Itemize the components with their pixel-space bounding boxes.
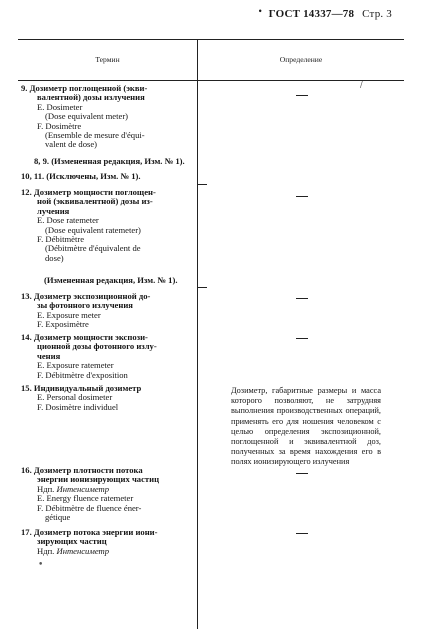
term-title-cont: лучения [37, 205, 70, 216]
english-term: E. Exposure ratemeter [37, 360, 114, 371]
note-10-11 [21, 172, 141, 181]
column-divider [197, 39, 198, 629]
bullet-mark: • [258, 6, 263, 16]
french-term: F. Exposimètre [37, 319, 89, 330]
term-title-cont: ционной дозы фотонного излу- [37, 341, 157, 352]
term-entry-17 [21, 528, 157, 556]
note-underline [197, 287, 207, 288]
french-term-alt-cont: dose) [45, 252, 64, 263]
english-term: E. Exposure meter [37, 309, 101, 320]
term-title-cont: валентной) дозы излучения [37, 92, 145, 103]
english-term: E. Personal dosimeter [37, 392, 113, 403]
english-term-alt: (Dose equivalent ratemeter) [45, 224, 141, 235]
note-underline [197, 184, 207, 185]
definition-dash-17 [296, 533, 308, 534]
term-entry-14 [21, 333, 157, 380]
french-term: F. Débitmètre d'exposition [37, 369, 128, 380]
note-8-9 [34, 157, 185, 166]
term-entry-13 [21, 292, 150, 330]
english-term: E. Dose ratemeter [37, 215, 99, 226]
term-entry-12 [21, 188, 156, 263]
note-12 [44, 276, 178, 285]
column-header-definition: Определение [279, 55, 323, 64]
column-header-term: Термин [95, 55, 120, 64]
deprecated-word: Интенсиметр [56, 483, 110, 494]
term-title: 13. Дозиметр экспозиционной до- [21, 291, 151, 301]
french-term-alt: (Ensemble de mesure d'équi- [45, 129, 145, 140]
exclusion-note: 10, 11. (Исключены, Изм. № 1). [21, 171, 141, 181]
term-entry-9 [21, 84, 147, 150]
term-title: 16. Дозиметр плотности потока [21, 465, 143, 475]
definition-dash-16 [296, 473, 308, 474]
standard-number: ГОСТ 14337—78 [268, 8, 355, 20]
deprecated-label: Ндп. [37, 545, 55, 556]
french-term-cont: gétique [45, 511, 71, 522]
term-title: 14. Дозиметр мощности экспози- [21, 332, 148, 342]
header-bottom-rule [18, 80, 404, 81]
term-title: 9. Дозиметр поглощенной (экви- [21, 83, 148, 93]
term-title-cont: зирующих частиц [37, 536, 107, 547]
term-title: 12. Дозиметр мощности поглощен- [21, 187, 156, 197]
definition-dash-9 [296, 95, 308, 96]
deprecated-term [21, 547, 157, 556]
french-term: F. Dosimètre individuel [37, 401, 119, 412]
french-term-alt: (Débitmètre d'équivalent de [45, 243, 141, 254]
definition-dash-13 [296, 298, 308, 299]
english-term-alt: (Dose equivalent meter) [45, 111, 129, 122]
english-term: E. Energy fluence ratemeter [37, 493, 134, 504]
term-entry-15 [21, 384, 141, 412]
revision-note: 8, 9. (Измененная редакция, Изм. № 1). [34, 156, 185, 166]
corner-mark: / [360, 80, 363, 89]
deprecated-label: Ндп. [37, 483, 55, 494]
term-title-cont: чения [37, 350, 61, 361]
deprecated-word: Интенсиметр [56, 545, 110, 556]
english-term: E. Dosimeter [37, 101, 83, 112]
definition-dash-14 [296, 338, 308, 339]
table-top-rule [18, 39, 404, 40]
definition-text-15: Дозиметр, габаритные размеры и масса которого позволяют, не затрудняя выполнения производственных операций, применять его для ношения человеком с целью определения экспозиционной, поглощенной и эквивалентной доз, полученных за время нахождения его в полях ионизирующего излучения [231, 386, 381, 467]
term-title-cont: ной (эквивалентной) дозы из- [37, 196, 153, 207]
page-number: Стр. 3 [362, 8, 392, 20]
page-header [258, 6, 392, 20]
definition-dash-12 [296, 196, 308, 197]
french-term: F. Débitmètre de fluence éner- [37, 502, 142, 513]
revision-note: (Измененная редакция, Изм. № 1). [44, 275, 178, 285]
stray-mark: • [38, 560, 44, 570]
french-term-alt-cont: valent de dose) [45, 139, 98, 150]
term-title-cont: зы фотонного излучения [37, 300, 133, 311]
french-term: F. Dosimètre [37, 120, 82, 131]
term-entry-16 [21, 466, 159, 522]
term-title: 15. Индивидуальный дозиметр [21, 383, 142, 393]
term-title-cont: энергии ионизирующих частиц [37, 474, 160, 485]
term-title: 17. Дозиметр потока энергии иони- [21, 527, 158, 537]
french-term: F. Débitmètre [37, 233, 85, 244]
